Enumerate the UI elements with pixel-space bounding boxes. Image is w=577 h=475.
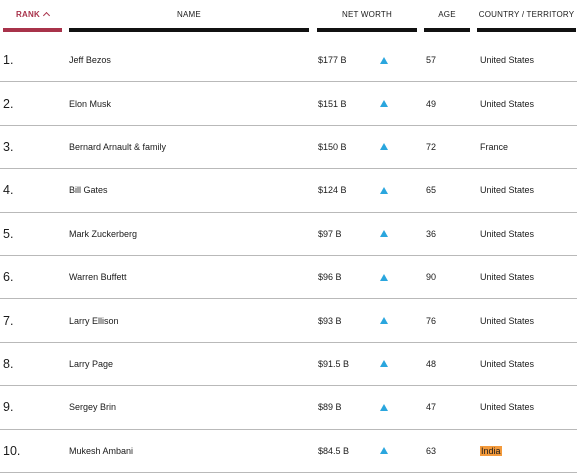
name-cell-text: Larry Ellison <box>69 315 119 326</box>
net-worth-header-label: NET WORTH <box>342 9 392 19</box>
triangle-up-icon <box>380 404 388 411</box>
net-worth-cell <box>318 213 342 255</box>
name-cell-text: Sergey Brin <box>69 402 117 413</box>
trend-cell <box>380 386 388 428</box>
name-header-label: NAME <box>177 9 201 19</box>
trend-cell <box>380 213 388 255</box>
age-cell-text: 72 <box>426 141 437 152</box>
name-cell-text: Larry Page <box>69 358 114 369</box>
age-cell-text: 90 <box>426 272 437 283</box>
age-cell-text: 76 <box>426 315 437 326</box>
table-row[interactable] <box>0 126 577 169</box>
country-cell <box>480 343 534 385</box>
rank-cell-text: 3. <box>3 139 14 154</box>
net-worth-cell-text: $91.5 B <box>318 358 350 369</box>
name-cell-text: Mark Zuckerberg <box>69 228 138 239</box>
trend-cell <box>380 169 388 211</box>
country-cell <box>480 169 534 211</box>
triangle-up-icon <box>380 230 388 237</box>
name-cell <box>69 430 133 472</box>
table-row[interactable] <box>0 213 577 256</box>
country-cell-text: United States <box>480 228 535 239</box>
country-cell <box>480 82 534 124</box>
rank-cell <box>3 39 13 81</box>
net-worth-cell <box>318 82 347 124</box>
rank-cell-text: 1. <box>3 53 14 68</box>
name-cell-text: Warren Buffett <box>69 272 127 283</box>
net-worth-cell <box>318 169 347 211</box>
age-cell <box>426 126 436 168</box>
country-cell-text: United States <box>480 358 535 369</box>
country-cell-text: United States <box>480 55 535 66</box>
name-cell <box>69 386 116 428</box>
age-cell-text: 47 <box>426 402 437 413</box>
triangle-up-icon <box>380 187 388 194</box>
triangle-up-icon <box>380 143 388 150</box>
age-cell <box>426 82 436 124</box>
age-cell-text: 65 <box>426 185 437 196</box>
rank-cell-text: 4. <box>3 183 14 198</box>
name-column-header[interactable] <box>69 0 309 32</box>
name-cell <box>69 82 111 124</box>
rank-cell-text: 2. <box>3 96 14 111</box>
country-cell <box>480 39 534 81</box>
net-worth-cell <box>318 126 347 168</box>
rank-header-label: RANK <box>16 9 40 19</box>
rank-cell <box>3 430 20 472</box>
rank-cell <box>3 386 13 428</box>
table-row[interactable] <box>0 299 577 342</box>
country-cell-text: United States <box>480 402 535 413</box>
triangle-up-icon <box>380 317 388 324</box>
table-row[interactable] <box>0 386 577 429</box>
net-worth-cell-text: $150 B <box>318 141 347 152</box>
age-cell <box>426 386 436 428</box>
chevron-up-icon <box>43 12 50 19</box>
country-cell-text: United States <box>480 315 535 326</box>
trend-cell <box>380 39 388 81</box>
triangle-up-icon <box>380 274 388 281</box>
table-row[interactable] <box>0 169 577 212</box>
age-cell <box>426 299 436 341</box>
name-cell <box>69 256 127 298</box>
net-worth-cell-text: $93 B <box>318 315 342 326</box>
rank-cell <box>3 299 13 341</box>
rank-cell-text: 10. <box>3 443 21 458</box>
table-row[interactable] <box>0 343 577 386</box>
name-cell-text: Elon Musk <box>69 98 112 109</box>
net-worth-cell-text: $177 B <box>318 55 347 66</box>
trend-cell <box>380 82 388 124</box>
age-cell-text: 57 <box>426 55 437 66</box>
rank-cell-text: 7. <box>3 313 14 328</box>
age-column-header[interactable] <box>424 0 470 32</box>
country-cell <box>480 126 508 168</box>
name-cell-text: Bernard Arnault & family <box>69 141 167 152</box>
net-worth-cell-text: $84.5 B <box>318 445 350 456</box>
name-cell <box>69 169 108 211</box>
rank-cell-text: 6. <box>3 270 14 285</box>
age-cell-text: 49 <box>426 98 437 109</box>
net-worth-cell-text: $89 B <box>318 402 342 413</box>
age-cell-text: 36 <box>426 228 437 239</box>
rank-cell-text: 9. <box>3 400 14 415</box>
country-cell-text: United States <box>480 98 535 109</box>
trend-cell <box>380 430 388 472</box>
name-cell <box>69 213 137 255</box>
triangle-up-icon <box>380 57 388 64</box>
age-cell <box>426 430 436 472</box>
net-worth-cell <box>318 39 347 81</box>
net-worth-cell <box>318 430 349 472</box>
country-cell <box>480 299 534 341</box>
country-cell <box>480 386 534 428</box>
trend-cell <box>380 299 388 341</box>
country-cell <box>480 430 502 472</box>
net-worth-cell <box>318 343 349 385</box>
age-cell <box>426 39 436 81</box>
net-worth-cell <box>318 256 342 298</box>
rank-cell <box>3 343 13 385</box>
net-worth-column-header[interactable] <box>317 0 417 32</box>
name-cell <box>69 126 166 168</box>
age-cell <box>426 256 436 298</box>
name-cell <box>69 343 113 385</box>
name-cell-text: Bill Gates <box>69 185 108 196</box>
age-cell-text: 48 <box>426 358 437 369</box>
country-column-header[interactable] <box>477 0 576 32</box>
rank-cell <box>3 126 13 168</box>
name-cell <box>69 299 119 341</box>
triangle-up-icon <box>380 100 388 107</box>
table-row[interactable] <box>0 82 577 125</box>
age-header-label: AGE <box>438 9 456 19</box>
net-worth-cell-text: $151 B <box>318 98 347 109</box>
trend-cell <box>380 343 388 385</box>
name-cell-text: Mukesh Ambani <box>69 445 134 456</box>
rank-cell-text: 5. <box>3 226 14 241</box>
country-cell <box>480 256 534 298</box>
net-worth-cell <box>318 299 342 341</box>
country-header-label: COUNTRY / TERRITORY <box>478 9 575 19</box>
rank-cell-text: 8. <box>3 356 14 371</box>
net-worth-cell-text: $97 B <box>318 228 342 239</box>
country-cell-text: France <box>480 141 509 152</box>
country-cell-text: United States <box>480 272 535 283</box>
net-worth-cell <box>318 386 342 428</box>
name-cell <box>69 39 111 81</box>
table-row[interactable] <box>0 39 577 82</box>
table-row[interactable] <box>0 256 577 299</box>
net-worth-cell-text: $124 B <box>318 185 347 196</box>
country-cell-text: United States <box>480 185 535 196</box>
name-cell-text: Jeff Bezos <box>69 55 111 66</box>
triangle-up-icon <box>380 360 388 367</box>
age-cell <box>426 169 436 211</box>
trend-cell <box>380 256 388 298</box>
rank-cell <box>3 256 13 298</box>
age-cell <box>426 343 436 385</box>
net-worth-cell-text: $96 B <box>318 272 342 283</box>
trend-cell <box>380 126 388 168</box>
rank-cell <box>3 213 13 255</box>
rank-column-header[interactable] <box>3 0 62 32</box>
age-cell-text: 63 <box>426 445 437 456</box>
table-row[interactable] <box>0 430 577 473</box>
age-cell <box>426 213 436 255</box>
country-cell-text: India <box>481 445 501 456</box>
country-cell <box>480 213 534 255</box>
rank-cell <box>3 169 13 211</box>
triangle-up-icon <box>380 447 388 454</box>
rank-cell <box>3 82 13 124</box>
